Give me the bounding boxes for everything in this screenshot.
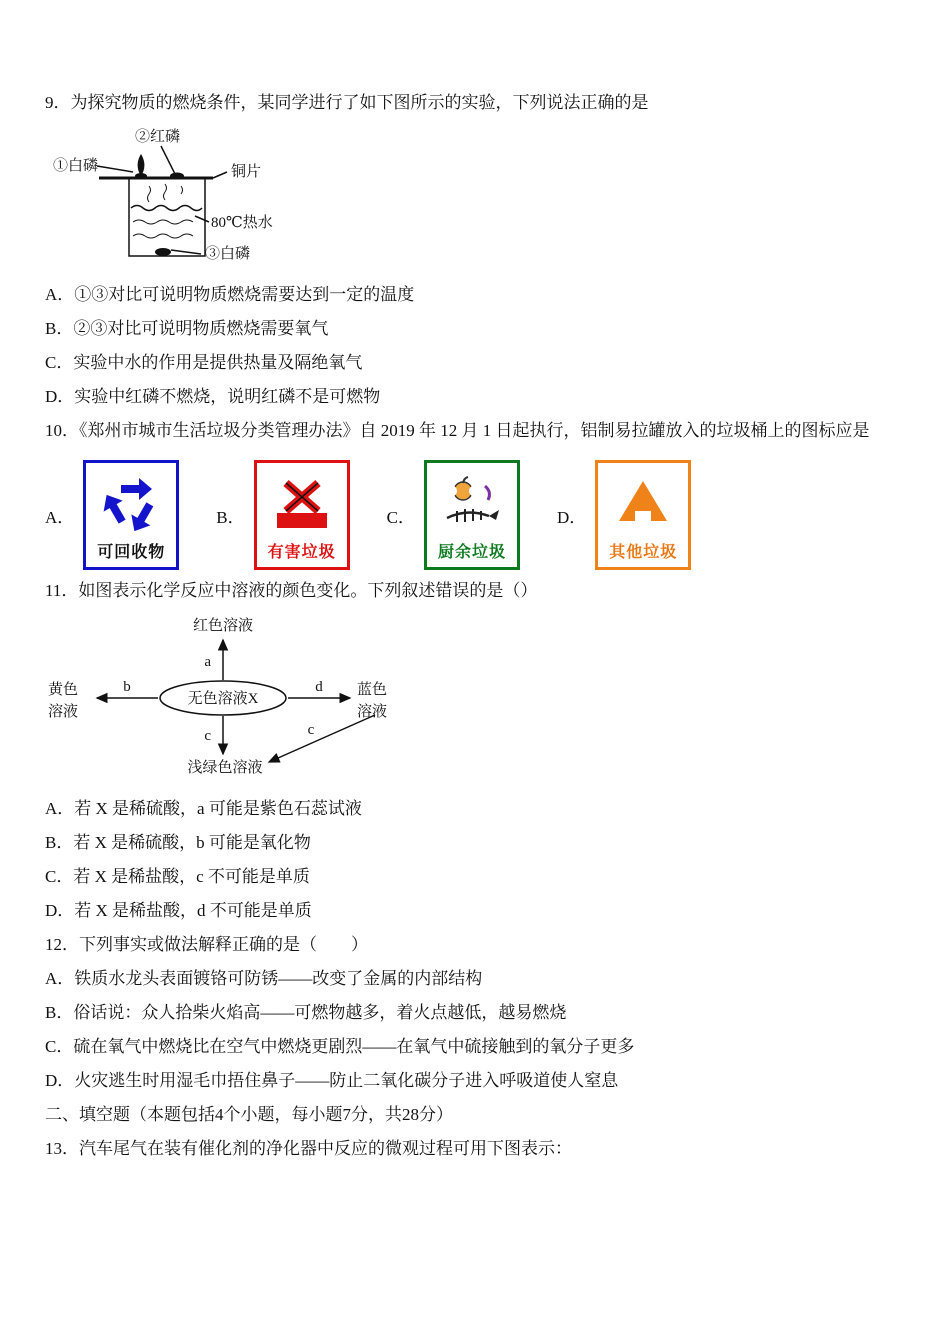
label-blue-2: 溶液 <box>357 704 388 720</box>
q12-stem: 12．下列事实或做法解释正确的是（ ） <box>45 935 368 954</box>
q11-stem: 11．如图表示化学反应中溶液的颜色变化。下列叙述错误的是（） <box>45 581 538 600</box>
q11-diagram-wrap <box>45 612 905 792</box>
other-waste-icon <box>613 477 673 533</box>
q10-choice-a-letter: A． <box>45 507 75 527</box>
q10-choice-b-letter: B． <box>216 507 245 527</box>
kitchen-waste-icon <box>439 476 505 534</box>
hazardous-logo-box <box>254 460 350 570</box>
q10-choice-c-letter: C． <box>386 507 415 527</box>
q9-option-a: A．①③对比可说明物质燃烧需要达到一定的温度 <box>45 285 415 304</box>
q12-option-d: D．火灾逃生时用湿毛巾捂住鼻子——防止二氧化碳分子进入呼吸道使人窒息 <box>45 1071 619 1090</box>
combustion-experiment-diagram <box>53 126 343 274</box>
other-label: 其他垃圾 <box>609 544 678 561</box>
q10-choice-c <box>387 460 520 570</box>
label-yellow-1: 黄色 <box>48 682 79 698</box>
q10-choices <box>45 456 905 574</box>
label-red-phosphorus: ②红磷 <box>135 129 181 145</box>
label-blue-1: 蓝色 <box>357 682 388 698</box>
label-arrow-b: b <box>123 679 131 695</box>
q10-stem: 10．《郑州市城市生活垃圾分类管理办法》自 2019 年 12 月 1 日起执行，铝制易拉罐放入的垃圾桶上的图标应是 <box>45 421 870 440</box>
label-red-solution: 红色溶液 <box>192 618 254 634</box>
solution-color-change-diagram <box>45 612 475 787</box>
q11-option-d: D．若 X 是稀盐酸，d 不可能是单质 <box>45 901 312 920</box>
label-arrow-d: d <box>315 679 323 695</box>
q11-option-a: A．若 X 是稀硫酸，a 可能是紫色石蕊试液 <box>45 799 362 818</box>
label-arrow-a: a <box>204 654 211 670</box>
beaker-outline <box>129 178 205 256</box>
label-white-phosphorus-top: ①白磷 <box>53 158 99 174</box>
q12-option-c: C．硫在氧气中燃烧比在空气中燃烧更剧烈——在氧气中硫接触到的氧分子更多 <box>45 1037 635 1056</box>
recycle-arrows-icon <box>99 475 163 535</box>
section2-header: 二、填空题（本题包括4个小题，每小题7分，共28分） <box>45 1105 453 1124</box>
hazardous-label: 有害垃圾 <box>267 544 336 561</box>
q13-stem: 13．汽车尾气在装有催化剂的净化器中反应的微观过程可用下图表示： <box>45 1139 572 1158</box>
q12-option-b: B．俗话说：众人拾柴火焰高——可燃物越多，着火点越低，越易燃烧 <box>45 1003 567 1022</box>
label-copper-sheet: 铜片 <box>231 164 262 180</box>
recyclable-logo-box <box>83 460 179 570</box>
q9-option-c: C．实验中水的作用是提供热量及隔绝氧气 <box>45 353 363 372</box>
q10-choice-d-letter: D． <box>556 507 587 527</box>
label-hot-water: 80℃热水 <box>211 215 273 231</box>
q10-choice-d <box>557 460 691 570</box>
label-colorless-solution: 无色溶液X <box>187 691 259 707</box>
hazardous-waste-icon <box>272 477 332 533</box>
label-yellow-2: 溶液 <box>48 704 79 720</box>
recyclable-label: 可回收物 <box>97 544 166 561</box>
kitchen-label: 厨余垃圾 <box>437 544 506 561</box>
flame-icon <box>138 154 145 176</box>
q9-diagram-wrap <box>45 120 905 278</box>
q10-choice-a <box>45 460 179 570</box>
q9-option-d: D．实验中红磷不燃烧，说明红磷不是可燃物 <box>45 387 381 406</box>
q9-option-b: B．②③对比可说明物质燃烧需要氧气 <box>45 319 329 338</box>
q11-option-b: B．若 X 是稀硫酸，b 可能是氧化物 <box>45 833 311 852</box>
label-light-green-solution: 浅绿色溶液 <box>187 760 263 776</box>
red-phosphorus-pile <box>170 173 184 180</box>
kitchen-logo-box <box>424 460 520 570</box>
label-arrow-c: c <box>204 728 211 744</box>
white-phosphorus-pile-bottom <box>155 248 171 256</box>
q9-stem: 9．为探究物质的燃烧条件，某同学进行了如下图所示的实验，下列说法正确的是 <box>45 93 649 112</box>
label-white-phosphorus-bottom: ③白磷 <box>205 246 251 262</box>
q11-option-c: C．若 X 是稀盐酸，c 不可能是单质 <box>45 867 310 886</box>
arrow-c2 <box>269 715 375 762</box>
q12-option-a: A．铁质水龙头表面镀铬可防锈——改变了金属的内部结构 <box>45 969 483 988</box>
q10-choice-b <box>216 460 349 570</box>
label-arrow-c2: c <box>307 722 315 738</box>
other-logo-box <box>595 460 691 570</box>
